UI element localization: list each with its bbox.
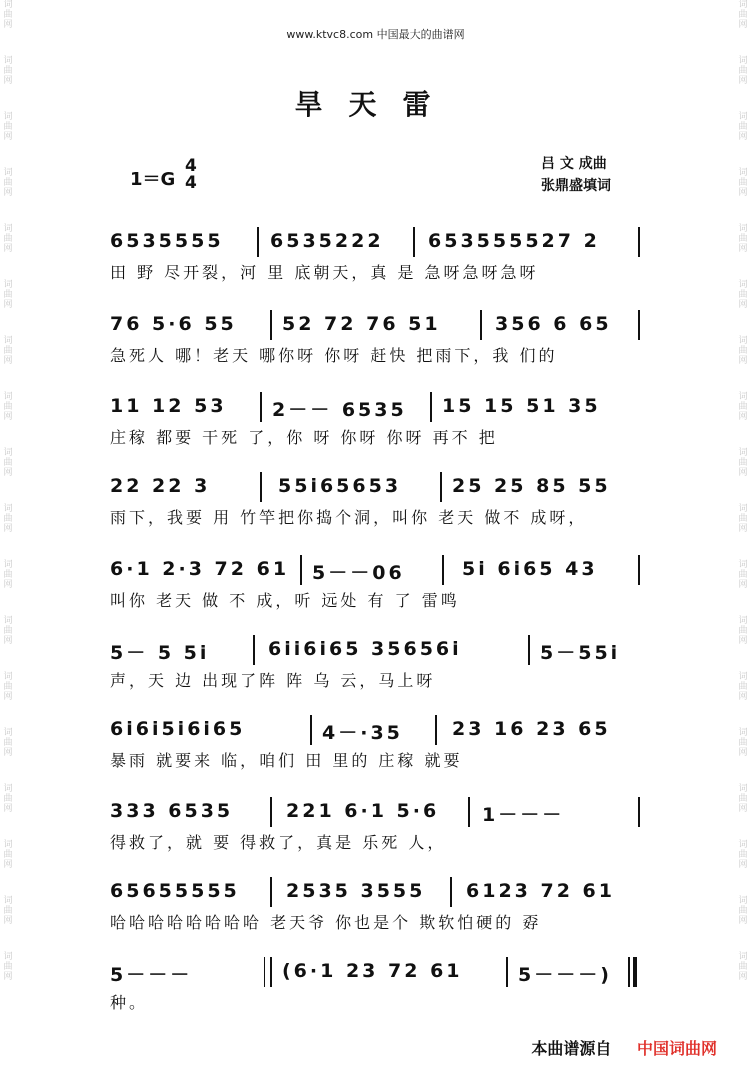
lyrics-row: 哈哈哈哈哈哈哈哈 老天爷 你也是个 欺软怕硬的 孬 bbox=[110, 913, 542, 932]
watermark-char: 网 bbox=[3, 412, 13, 422]
measure: 52 72 76 51 bbox=[282, 313, 441, 335]
notes-row bbox=[110, 880, 645, 910]
song-title: 旱天雷 bbox=[294, 88, 457, 121]
watermark-group bbox=[738, 728, 747, 758]
barline bbox=[450, 877, 452, 907]
notes-row bbox=[110, 960, 645, 990]
watermark-char: 网 bbox=[3, 580, 13, 590]
watermark-group bbox=[738, 224, 747, 254]
notes-row bbox=[110, 395, 645, 425]
watermark-char: 词 bbox=[3, 112, 13, 122]
watermark-group bbox=[3, 280, 12, 310]
watermark-char: 曲 bbox=[3, 178, 13, 188]
score-line bbox=[110, 558, 645, 628]
watermark-char: 曲 bbox=[738, 570, 748, 580]
watermark-char: 曲 bbox=[738, 682, 748, 692]
watermark-char: 曲 bbox=[738, 626, 748, 636]
watermark-group bbox=[3, 616, 12, 646]
watermark-char: 词 bbox=[3, 840, 13, 850]
watermark-char: 词 bbox=[738, 560, 748, 570]
watermark-char: 曲 bbox=[738, 66, 748, 76]
watermark-char: 曲 bbox=[738, 122, 748, 132]
measure: 65655555 bbox=[110, 880, 240, 902]
measure: 6·1 2·3 72 61 bbox=[110, 558, 290, 580]
watermark-group bbox=[3, 392, 12, 422]
watermark-char: 网 bbox=[738, 524, 748, 534]
measure: 5i 6i65 43 bbox=[462, 558, 598, 580]
watermark-group bbox=[738, 560, 747, 590]
watermark-char: 词 bbox=[738, 336, 748, 346]
watermark-char: 网 bbox=[738, 692, 748, 702]
watermark-char: 网 bbox=[738, 468, 748, 478]
watermark-char: 曲 bbox=[3, 850, 13, 860]
barline bbox=[442, 555, 444, 585]
watermark-char: 词 bbox=[738, 896, 748, 906]
score-line bbox=[110, 800, 645, 870]
watermark-char: 网 bbox=[3, 20, 13, 30]
measure: 333 6535 bbox=[110, 800, 234, 822]
measure: 11 12 53 bbox=[110, 395, 227, 417]
watermark-char: 网 bbox=[738, 412, 748, 422]
score-line bbox=[110, 960, 645, 1030]
watermark-char: 曲 bbox=[3, 570, 13, 580]
watermark-char: 网 bbox=[3, 860, 13, 870]
watermark-char: 曲 bbox=[3, 682, 13, 692]
measure: 356 6 65 bbox=[495, 313, 612, 335]
watermark-char: 网 bbox=[3, 972, 13, 982]
barline bbox=[638, 797, 640, 827]
score-line bbox=[110, 880, 645, 950]
barline bbox=[270, 877, 272, 907]
lyrics-row: 急死人 哪！老天 哪你呀 你呀 赶快 把雨下，我 们的 bbox=[110, 346, 558, 365]
watermark-char: 曲 bbox=[3, 10, 13, 20]
watermark-char: 网 bbox=[738, 244, 748, 254]
watermark-char: 网 bbox=[738, 748, 748, 758]
lyrics-row: 暴雨 就要来 临，咱们 田 里的 庄稼 就要 bbox=[110, 751, 463, 770]
watermark-group bbox=[3, 224, 12, 254]
measure: 5－－06 bbox=[312, 562, 405, 584]
watermark-char: 曲 bbox=[738, 290, 748, 300]
watermark-char: 网 bbox=[3, 524, 13, 534]
watermark-char: 网 bbox=[3, 300, 13, 310]
measure: 2－－ 6535 bbox=[272, 399, 407, 421]
measure: 5－ 5 5i bbox=[110, 642, 210, 664]
barline bbox=[480, 310, 482, 340]
measure: 2535 3555 bbox=[286, 880, 426, 902]
watermark-char: 网 bbox=[3, 748, 13, 758]
watermark-group bbox=[738, 616, 747, 646]
barline bbox=[260, 392, 262, 422]
notes-row bbox=[110, 475, 645, 505]
measure: 6535222 bbox=[270, 230, 384, 252]
measure: 25 25 85 55 bbox=[452, 475, 611, 497]
measure: 6ii6i65 35656i bbox=[268, 638, 462, 660]
measure: 15 15 51 35 bbox=[442, 395, 601, 417]
barline bbox=[270, 310, 272, 340]
measure: 4－·35 bbox=[322, 722, 403, 744]
watermark-char: 网 bbox=[738, 916, 748, 926]
watermark-char: 曲 bbox=[738, 10, 748, 20]
watermark-char: 曲 bbox=[3, 122, 13, 132]
watermark-char: 曲 bbox=[738, 514, 748, 524]
source-footer bbox=[531, 1036, 717, 1059]
score-line bbox=[110, 313, 645, 383]
watermark-char: 词 bbox=[738, 504, 748, 514]
composer-credit: 吕 文 成曲 bbox=[541, 156, 607, 172]
watermark-char: 网 bbox=[738, 76, 748, 86]
watermark-char: 词 bbox=[3, 280, 13, 290]
watermark-char: 词 bbox=[3, 392, 13, 402]
watermark-char: 曲 bbox=[738, 850, 748, 860]
watermark-char: 曲 bbox=[738, 458, 748, 468]
watermark-char: 网 bbox=[3, 804, 13, 814]
watermark-char: 词 bbox=[738, 168, 748, 178]
watermark-group bbox=[738, 168, 747, 198]
watermark-char: 网 bbox=[738, 356, 748, 366]
watermark-char: 词 bbox=[3, 0, 13, 10]
notes-row bbox=[110, 800, 645, 830]
lyrics-row: 田 野 尽开裂，河 里 底朝天，真 是 急呀急呀急呀 bbox=[110, 263, 539, 282]
watermark-char: 词 bbox=[738, 728, 748, 738]
watermark-char: 网 bbox=[3, 692, 13, 702]
time-signature-bottom: 4 bbox=[185, 173, 197, 193]
watermark-char: 曲 bbox=[3, 458, 13, 468]
watermark-char: 词 bbox=[738, 952, 748, 962]
watermark-char: 词 bbox=[3, 728, 13, 738]
watermark-column-left bbox=[0, 0, 16, 1086]
watermark-char: 曲 bbox=[738, 234, 748, 244]
notes-row bbox=[110, 718, 645, 748]
watermark-char: 网 bbox=[738, 804, 748, 814]
measure: 55i65653 bbox=[278, 475, 402, 497]
watermark-column-right bbox=[735, 0, 751, 1086]
barline bbox=[528, 635, 530, 665]
credits bbox=[541, 153, 611, 197]
site-header: www.ktvc8.com 中国最大的曲谱网 bbox=[286, 28, 465, 41]
time-signature bbox=[185, 158, 197, 192]
watermark-char: 词 bbox=[3, 672, 13, 682]
watermark-group bbox=[738, 448, 747, 478]
watermark-char: 词 bbox=[738, 448, 748, 458]
lyricist-credit: 张鼎盛填词 bbox=[541, 178, 611, 194]
watermark-char: 词 bbox=[738, 112, 748, 122]
watermark-char: 网 bbox=[3, 916, 13, 926]
watermark-char: 曲 bbox=[3, 906, 13, 916]
barline bbox=[506, 957, 508, 987]
watermark-char: 网 bbox=[3, 76, 13, 86]
watermark-group bbox=[3, 168, 12, 198]
watermark-char: 词 bbox=[3, 224, 13, 234]
watermark-char: 曲 bbox=[3, 738, 13, 748]
measure: 1－－－ bbox=[482, 804, 565, 826]
notes-row bbox=[110, 558, 645, 588]
watermark-char: 词 bbox=[738, 280, 748, 290]
watermark-char: 网 bbox=[738, 860, 748, 870]
watermark-group bbox=[3, 784, 12, 814]
watermark-char: 曲 bbox=[738, 794, 748, 804]
score-line bbox=[110, 230, 645, 300]
watermark-group bbox=[3, 560, 12, 590]
barline bbox=[440, 472, 442, 502]
time-signature-top: 4 bbox=[185, 156, 197, 176]
watermark-group bbox=[738, 784, 747, 814]
watermark-group bbox=[738, 56, 747, 86]
score-line bbox=[110, 718, 645, 788]
watermark-char: 曲 bbox=[738, 962, 748, 972]
watermark-char: 网 bbox=[3, 132, 13, 142]
watermark-char: 网 bbox=[738, 20, 748, 30]
watermark-char: 网 bbox=[3, 468, 13, 478]
barline bbox=[260, 472, 262, 502]
watermark-char: 曲 bbox=[3, 66, 13, 76]
watermark-group bbox=[738, 392, 747, 422]
watermark-char: 网 bbox=[3, 188, 13, 198]
watermark-char: 词 bbox=[3, 504, 13, 514]
watermark-group bbox=[738, 840, 747, 870]
watermark-char: 词 bbox=[738, 224, 748, 234]
measure: 5－－－) bbox=[518, 964, 612, 986]
watermark-group bbox=[738, 952, 747, 982]
watermark-char: 网 bbox=[738, 972, 748, 982]
notes-row bbox=[110, 313, 645, 343]
notes-row bbox=[110, 638, 645, 668]
watermark-group bbox=[3, 672, 12, 702]
watermark-char: 词 bbox=[3, 896, 13, 906]
lyrics-row: 种。 bbox=[110, 993, 149, 1012]
watermark-group bbox=[3, 896, 12, 926]
watermark-char: 曲 bbox=[738, 346, 748, 356]
score-line bbox=[110, 395, 645, 465]
brand-link[interactable]: 中国词曲网 bbox=[636, 1039, 717, 1058]
barline bbox=[413, 227, 415, 257]
watermark-group bbox=[3, 952, 12, 982]
watermark-char: 曲 bbox=[738, 906, 748, 916]
barline bbox=[435, 715, 437, 745]
measure: 23 16 23 65 bbox=[452, 718, 611, 740]
barline bbox=[430, 392, 432, 422]
watermark-char: 词 bbox=[3, 168, 13, 178]
measure: 22 22 3 bbox=[110, 475, 211, 497]
watermark-group bbox=[738, 504, 747, 534]
watermark-char: 网 bbox=[738, 188, 748, 198]
watermark-group bbox=[738, 280, 747, 310]
lyrics-row: 得救了，就 要 得救了，真是 乐死 人， bbox=[110, 833, 447, 852]
watermark-char: 词 bbox=[738, 0, 748, 10]
notes-row bbox=[110, 230, 645, 260]
watermark-group bbox=[738, 336, 747, 366]
watermark-char: 曲 bbox=[3, 626, 13, 636]
watermark-char: 词 bbox=[738, 56, 748, 66]
watermark-group bbox=[3, 56, 12, 86]
watermark-group bbox=[3, 448, 12, 478]
barline bbox=[270, 797, 272, 827]
watermark-char: 网 bbox=[3, 636, 13, 646]
score-line bbox=[110, 475, 645, 545]
watermark-char: 词 bbox=[3, 336, 13, 346]
watermark-group bbox=[3, 336, 12, 366]
measure: (6·1 23 72 61 bbox=[282, 960, 463, 982]
watermark-char: 词 bbox=[738, 672, 748, 682]
watermark-char: 词 bbox=[3, 448, 13, 458]
watermark-char: 曲 bbox=[3, 794, 13, 804]
barline bbox=[468, 797, 470, 827]
barline bbox=[310, 715, 312, 745]
measure: 6123 72 61 bbox=[466, 880, 615, 902]
barline bbox=[270, 957, 272, 987]
measure: 221 6·1 5·6 bbox=[286, 800, 440, 822]
final-barline bbox=[628, 957, 630, 987]
watermark-char: 曲 bbox=[3, 290, 13, 300]
barline bbox=[257, 227, 259, 257]
watermark-char: 曲 bbox=[3, 402, 13, 412]
measure: 76 5·6 55 bbox=[110, 313, 237, 335]
watermark-char: 词 bbox=[3, 56, 13, 66]
lyrics-row: 叫你 老天 做 不 成，听 远处 有 了 雷鸣 bbox=[110, 591, 460, 610]
barline bbox=[300, 555, 302, 585]
lyrics-row: 雨下，我要 用 竹竿把你捣个洞，叫你 老天 做不 成呀， bbox=[110, 508, 588, 527]
watermark-char: 词 bbox=[738, 840, 748, 850]
watermark-char: 网 bbox=[738, 132, 748, 142]
watermark-char: 网 bbox=[738, 580, 748, 590]
watermark-char: 词 bbox=[3, 560, 13, 570]
barline bbox=[638, 227, 640, 257]
watermark-char: 曲 bbox=[3, 346, 13, 356]
watermark-char: 曲 bbox=[3, 514, 13, 524]
score-line bbox=[110, 638, 645, 708]
watermark-group bbox=[3, 504, 12, 534]
watermark-char: 曲 bbox=[738, 402, 748, 412]
measure: 6535555 bbox=[110, 230, 224, 252]
measure: 653555527 2 bbox=[428, 230, 600, 252]
watermark-char: 曲 bbox=[738, 738, 748, 748]
watermark-group bbox=[3, 840, 12, 870]
measure: 5－55i bbox=[540, 642, 621, 664]
watermark-char: 词 bbox=[3, 952, 13, 962]
barline bbox=[638, 310, 640, 340]
watermark-char: 网 bbox=[738, 300, 748, 310]
watermark-char: 词 bbox=[738, 616, 748, 626]
watermark-char: 曲 bbox=[3, 962, 13, 972]
watermark-group bbox=[3, 728, 12, 758]
lyrics-row: 庄稼 都要 干死 了，你 呀 你呀 你呀 再不 把 bbox=[110, 428, 498, 447]
watermark-char: 网 bbox=[3, 356, 13, 366]
watermark-char: 词 bbox=[738, 784, 748, 794]
measure: 5－－－ bbox=[110, 964, 193, 986]
watermark-char: 词 bbox=[3, 784, 13, 794]
measure: 6i6i5i6i65 bbox=[110, 718, 246, 740]
barline bbox=[638, 555, 640, 585]
barline bbox=[253, 635, 255, 665]
watermark-char: 曲 bbox=[3, 234, 13, 244]
watermark-char: 词 bbox=[3, 616, 13, 626]
watermark-group bbox=[738, 672, 747, 702]
lyrics-row: 声，天 边 出现了阵 阵 乌 云，马上呀 bbox=[110, 671, 436, 690]
watermark-group bbox=[738, 896, 747, 926]
watermark-char: 词 bbox=[738, 392, 748, 402]
watermark-char: 网 bbox=[3, 244, 13, 254]
source-label: 本曲谱源自 bbox=[531, 1039, 612, 1058]
watermark-char: 曲 bbox=[738, 178, 748, 188]
watermark-char: 网 bbox=[738, 636, 748, 646]
key-signature: 1＝G bbox=[130, 169, 176, 190]
